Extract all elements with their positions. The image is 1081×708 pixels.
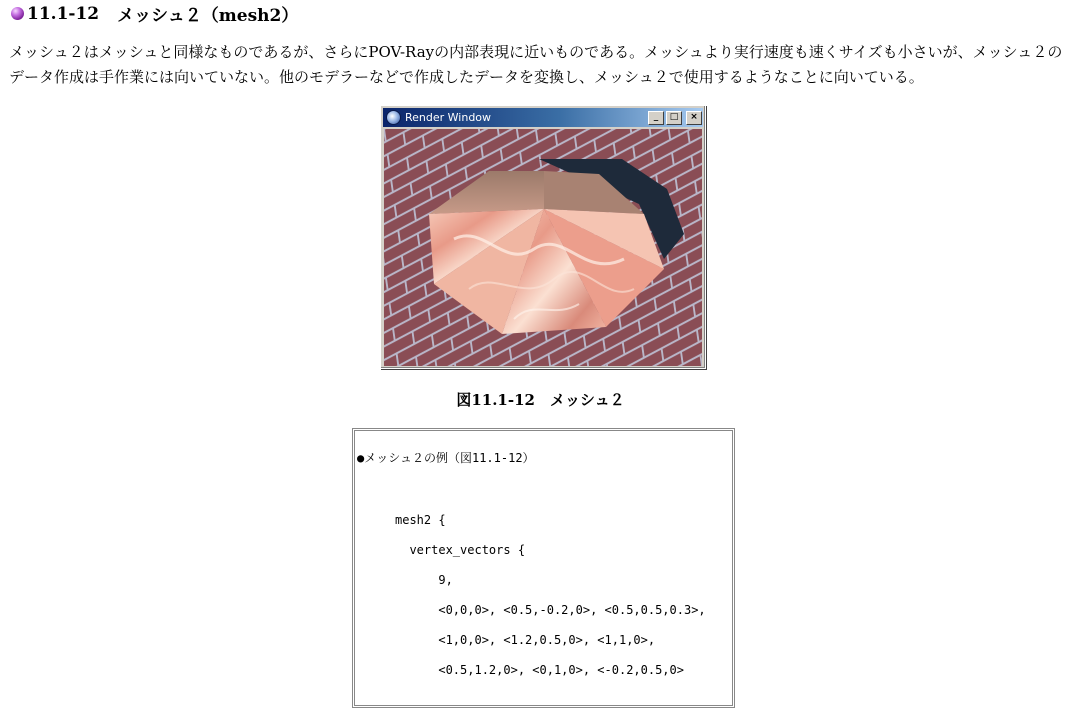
window-titlebar — [383, 108, 703, 127]
code-example-title: ●メッシュ２の例（図11.1-12） — [357, 451, 535, 465]
code-example-box — [352, 428, 735, 708]
render-window-screenshot — [380, 105, 706, 369]
povray-app-icon — [386, 110, 401, 125]
maximize-button: □ — [666, 111, 682, 125]
code-line: mesh2 { — [395, 513, 446, 527]
rendered-scene-image — [384, 129, 702, 366]
code-line: <0.5,1.2,0>, <0,1,0>, <-0.2,0.5,0> — [395, 663, 684, 677]
render-canvas — [384, 129, 702, 366]
code-line: <0,0,0>, <0.5,-0.2,0>, <0.5,0.5,0.3>, — [395, 603, 706, 617]
section-heading — [11, 1, 298, 26]
code-line: vertex_vectors { — [395, 543, 526, 557]
code-line: <1,0,0>, <1.2,0.5,0>, <1,1,0>, — [395, 633, 656, 647]
intro-paragraph: メッシュ２はメッシュと同様なものであるが、さらにPOV-Rayの内部表現に近いものである。メッシュより実行速度も速くサイズも小さいが、メッシュ２のデータ作成は手作業には向いていない。他のモデラーなどで作成したデータを変換し、メッシュ２で使用するようなことに向いている。 — [9, 43, 1063, 86]
minimize-button: _ — [648, 111, 664, 125]
figure-caption: 図11.1-12 メッシュ２ — [456, 391, 625, 409]
purple-sphere-icon — [11, 7, 24, 20]
code-line: 9, — [395, 573, 453, 587]
section-number: 11.1-12 — [27, 3, 100, 24]
section-title: メッシュ２（mesh2） — [117, 6, 299, 26]
close-button: × — [686, 111, 702, 125]
window-title: Render Window — [405, 111, 492, 124]
